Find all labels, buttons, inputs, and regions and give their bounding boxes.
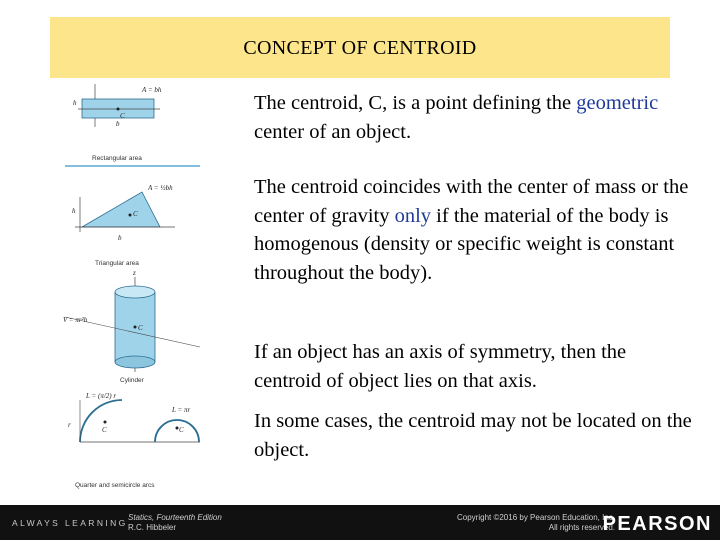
quarter-arc-centroid-label: C xyxy=(102,426,107,434)
paragraph-2-tail: if the material of the body is homogenous (density or specific weight is constant throughout the body). xyxy=(254,204,675,284)
rect-area-label: A = bh xyxy=(142,86,162,94)
rect-b-label: b xyxy=(116,120,120,128)
figures-panel xyxy=(60,82,210,502)
rectangular-area-figure xyxy=(65,84,200,166)
pearson-logo: PEARSON xyxy=(602,513,712,535)
tri-h-label: h xyxy=(72,207,76,215)
tri-centroid-label: C xyxy=(133,210,138,218)
arc-r-label: r xyxy=(68,421,71,429)
paragraph-2 xyxy=(254,173,694,287)
cylinder-figure xyxy=(63,269,200,384)
paragraph-1-tail: center of an object. xyxy=(254,120,412,143)
rect-centroid-label: C xyxy=(120,112,125,120)
footer-copyright-line1: Copyright ©2016 by Pearson Education, Inc. xyxy=(457,513,615,522)
footer-brand: ALWAYS LEARNING xyxy=(12,518,128,528)
paragraph-1-text: The centroid, C, is a point defining the xyxy=(254,92,577,114)
footer-book-info xyxy=(128,513,222,533)
semi-arc-length-label: L = πr xyxy=(172,406,191,414)
triangular-area-figure xyxy=(72,184,175,267)
paragraph-1-highlight: geometric xyxy=(576,92,659,114)
paragraph-1 xyxy=(254,89,694,146)
cyl-caption: Cylinder xyxy=(120,377,144,384)
footer-bar xyxy=(0,505,720,540)
footer-book-title: Statics, Fourteenth Edition xyxy=(128,513,222,522)
cyl-centroid-label: C xyxy=(138,324,143,332)
quarter-arc-length-label: L = (π/2) r xyxy=(86,392,117,400)
paragraph-2-text: The centroid coincides with the center of mass or the center of gravity xyxy=(254,176,689,227)
tri-b-label: b xyxy=(118,234,122,242)
tri-caption: Triangular area xyxy=(95,260,139,267)
paragraph-3-text: If an object has an axis of symmetry, then the centroid of object lies on that axis. xyxy=(254,341,627,392)
arcs-caption: Quarter and semicircle arcs xyxy=(75,482,155,489)
paragraph-2-highlight: only xyxy=(394,204,432,227)
cyl-z-label: z xyxy=(133,269,136,277)
footer-copyright xyxy=(457,513,615,533)
tri-area-label: A = ½bh xyxy=(148,184,173,192)
paragraph-4-text: In some cases, the centroid may not be located on the object. xyxy=(254,410,692,461)
paragraph-4 xyxy=(254,407,694,464)
slide-title: CONCEPT OF CENTROID xyxy=(243,37,477,59)
paragraph-3 xyxy=(254,338,694,395)
rect-h-label: h xyxy=(73,99,77,107)
arcs-figure xyxy=(68,392,200,489)
semi-arc-centroid-label: C xyxy=(179,426,184,434)
cyl-volume-label: V = πr²h xyxy=(63,316,88,324)
footer-author: R.C. Hibbeler xyxy=(128,523,177,532)
footer-copyright-line2: All rights reserved. xyxy=(548,523,615,532)
rect-caption: Rectangular area xyxy=(92,155,142,162)
title-bar xyxy=(50,17,670,78)
